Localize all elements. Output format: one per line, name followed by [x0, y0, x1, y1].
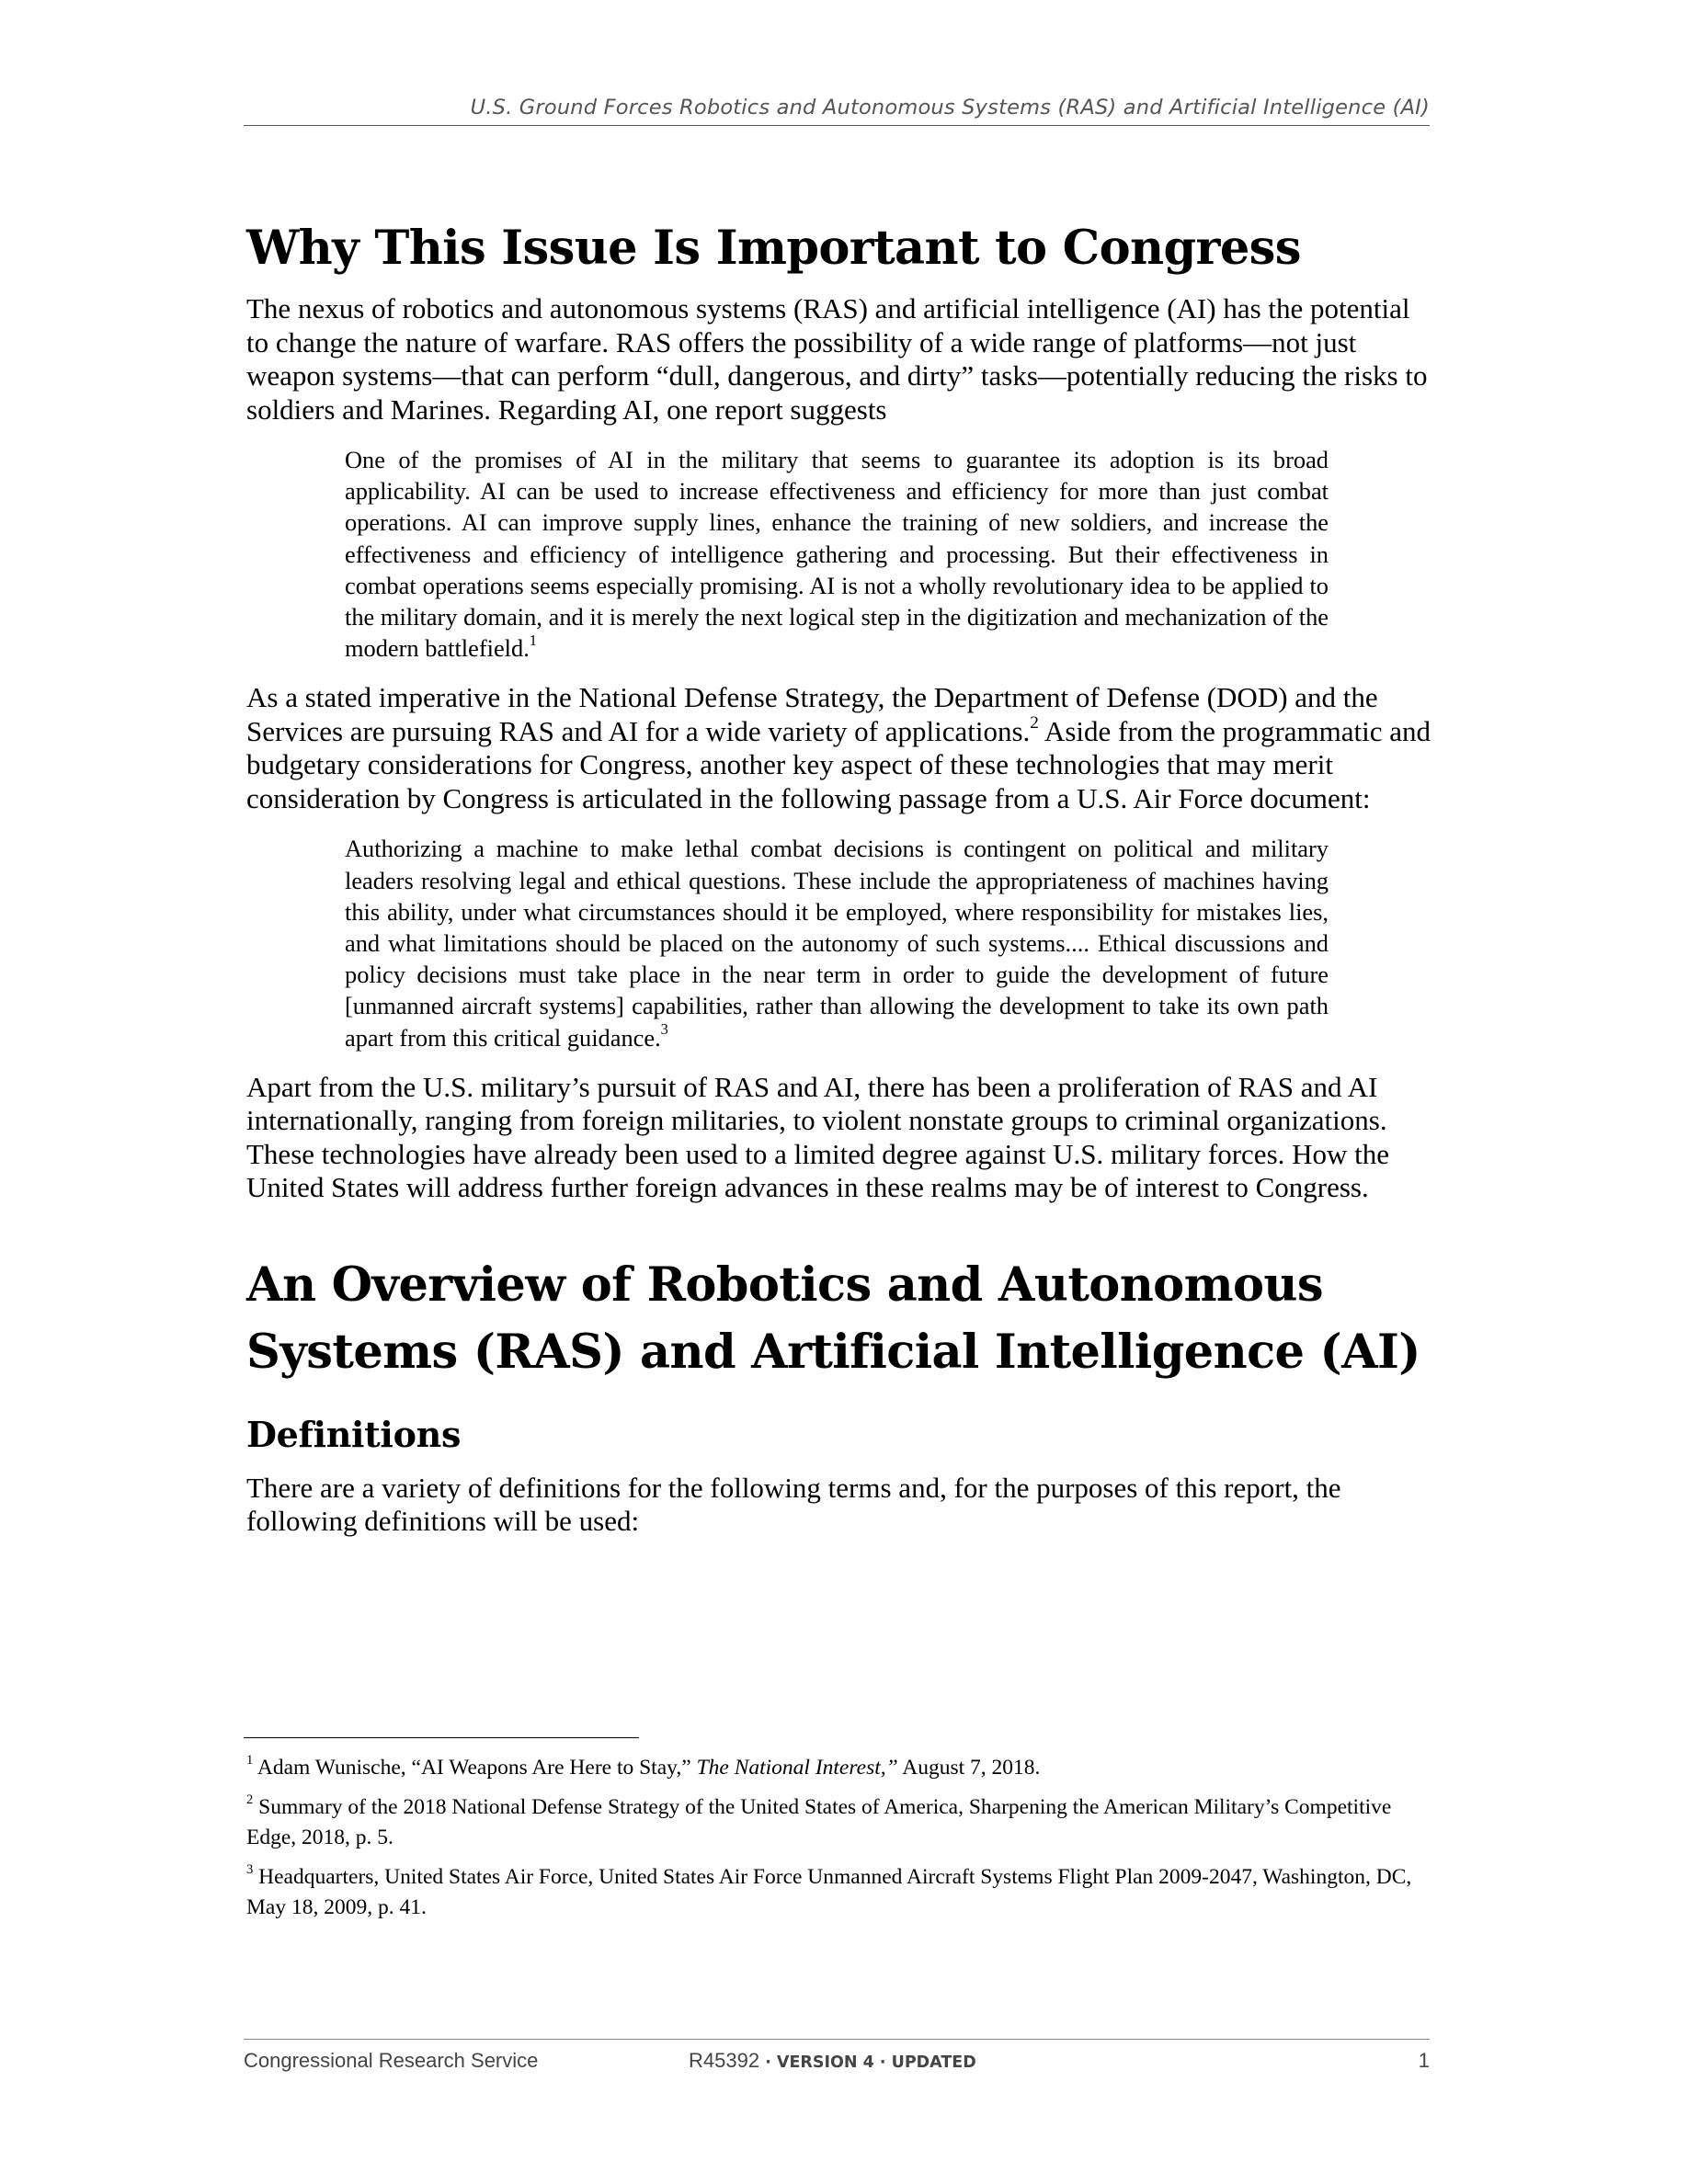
footnote-3: [246, 1862, 1432, 1923]
footnote-1-text-b: August 7, 2018.: [897, 1756, 1041, 1780]
page-footer: [244, 2039, 1430, 2080]
block-quote-ai-text: One of the promises of AI in the military that seems to guarantee its adoption is its broad applicability. AI can be used to increase effectiveness and efficiency for more than just combat operations. AI can improve supply lines, enhance the training of new soldiers, and increase the effectiveness and efficiency of intelligence gathering and processing. But their effectiveness in combat operations seems especially promising. AI is not a wholly revolutionary idea to be applied to the military domain, and it is merely the next logical step in the digitization and mechanization of the modern battlefield.: [345, 446, 1329, 663]
footer-organization: Congressional Research Service: [244, 2049, 539, 2072]
footnote-ref-2[interactable]: 2: [1030, 712, 1039, 733]
footnote-1-publication: The National Interest,”: [696, 1756, 898, 1780]
running-header: U.S. Ground Forces Robotics and Autonomous Systems (RAS) and Artificial Intelligence (AI): [244, 96, 1430, 126]
footnote-ref-1[interactable]: 1: [529, 631, 537, 649]
footnote-number-1: 1: [246, 1753, 254, 1768]
section-heading-overview: An Overview of Robotics and Autonomous Systems (RAS) and Artificial Intelligence (AI): [246, 1257, 1420, 1380]
footnote-2-text: Summary of the 2018 National Defense Strategy of the United States of America, Sharpening the American Military’s Competitive Edge, 2018, p. 5.: [246, 1795, 1392, 1849]
block-quote-air-force-text: Authorizing a machine to make lethal combat decisions is contingent on political and military leaders resolving legal and ethical questions. These include the appropriateness of machines having this ability, under what circumstances should it be employed, where responsibility for mistakes lies, and what limitations should be placed on the autonomy of such systems.... Ethical discussions and policy decisions must take place in the near term in order to guide the development of future [unmanned aircraft systems] capabilities, rather than allowing the development to take its own path apart from this critical guidance.: [345, 835, 1329, 1052]
subsection-heading-definitions: Definitions: [246, 1413, 462, 1455]
footnote-1: [246, 1753, 1432, 1783]
footnote-number-2: 2: [246, 1792, 254, 1807]
section-heading-why-important: Why This Issue Is Important to Congress: [246, 221, 1301, 276]
nds-paragraph: [246, 681, 1432, 815]
block-quote-ai: [345, 444, 1329, 664]
nds-paragraph-text-b: Aside from the programmatic and budgetary considerations for Congress, another key aspect of these technologies that may merit consideration by Congress is articulated in the following passage from a U.S. Air Force document:: [246, 714, 1431, 814]
footer-page-number: 1: [1418, 2049, 1430, 2072]
footer-version: · VERSION 4 · UPDATED: [759, 2053, 976, 2072]
intro-paragraph: The nexus of robotics and autonomous systems (RAS) and artificial intelligence (AI) has the potential to change the nature of warfare. RAS offers the possibility of a wide range of platforms—not just weapon systems—that can perform “dull, dangerous, and dirty” tasks—potentially reducing the risks to soldiers and Marines. Regarding AI, one report suggests: [246, 292, 1428, 426]
nds-paragraph-text-a: As a stated imperative in the National Defense Strategy, the Department of Defense (DOD) and the Services are pursuing RAS and AI for a wide variety of applications.: [246, 681, 1378, 747]
footnote-3-text: Headquarters, United States Air Force, United States Air Force Unmanned Aircraft Systems Flight Plan 2009-2047, Washington, DC, May 18, 2009, p. 41.: [246, 1865, 1412, 1919]
definitions-paragraph: There are a variety of definitions for the following terms and, for the purposes of this report, the following definitions will be used:: [246, 1471, 1341, 1538]
footer-report-id: [689, 2049, 976, 2073]
proliferation-paragraph: Apart from the U.S. military’s pursuit of RAS and AI, there has been a proliferation of RAS and AI internationally, ranging from foreign militaries, to violent nonstate groups to criminal organizations. These technologies have already been used to a limited degree against U.S. military forces. How the United States will address further foreign advances in these realms may be of interest to Congress.: [246, 1070, 1390, 1204]
footer-report-number: R45392: [689, 2049, 760, 2072]
footnote-1-text-a: Adam Wunische, “AI Weapons Are Here to Stay,”: [253, 1756, 697, 1780]
block-quote-air-force: [345, 833, 1329, 1052]
footnote-2: [246, 1792, 1432, 1853]
footnote-separator: [244, 1737, 639, 1738]
main-content: [246, 221, 1432, 1539]
footnote-ref-3[interactable]: 3: [660, 1020, 668, 1039]
footnotes: [246, 1753, 1432, 1932]
footnote-number-3: 3: [246, 1862, 254, 1877]
